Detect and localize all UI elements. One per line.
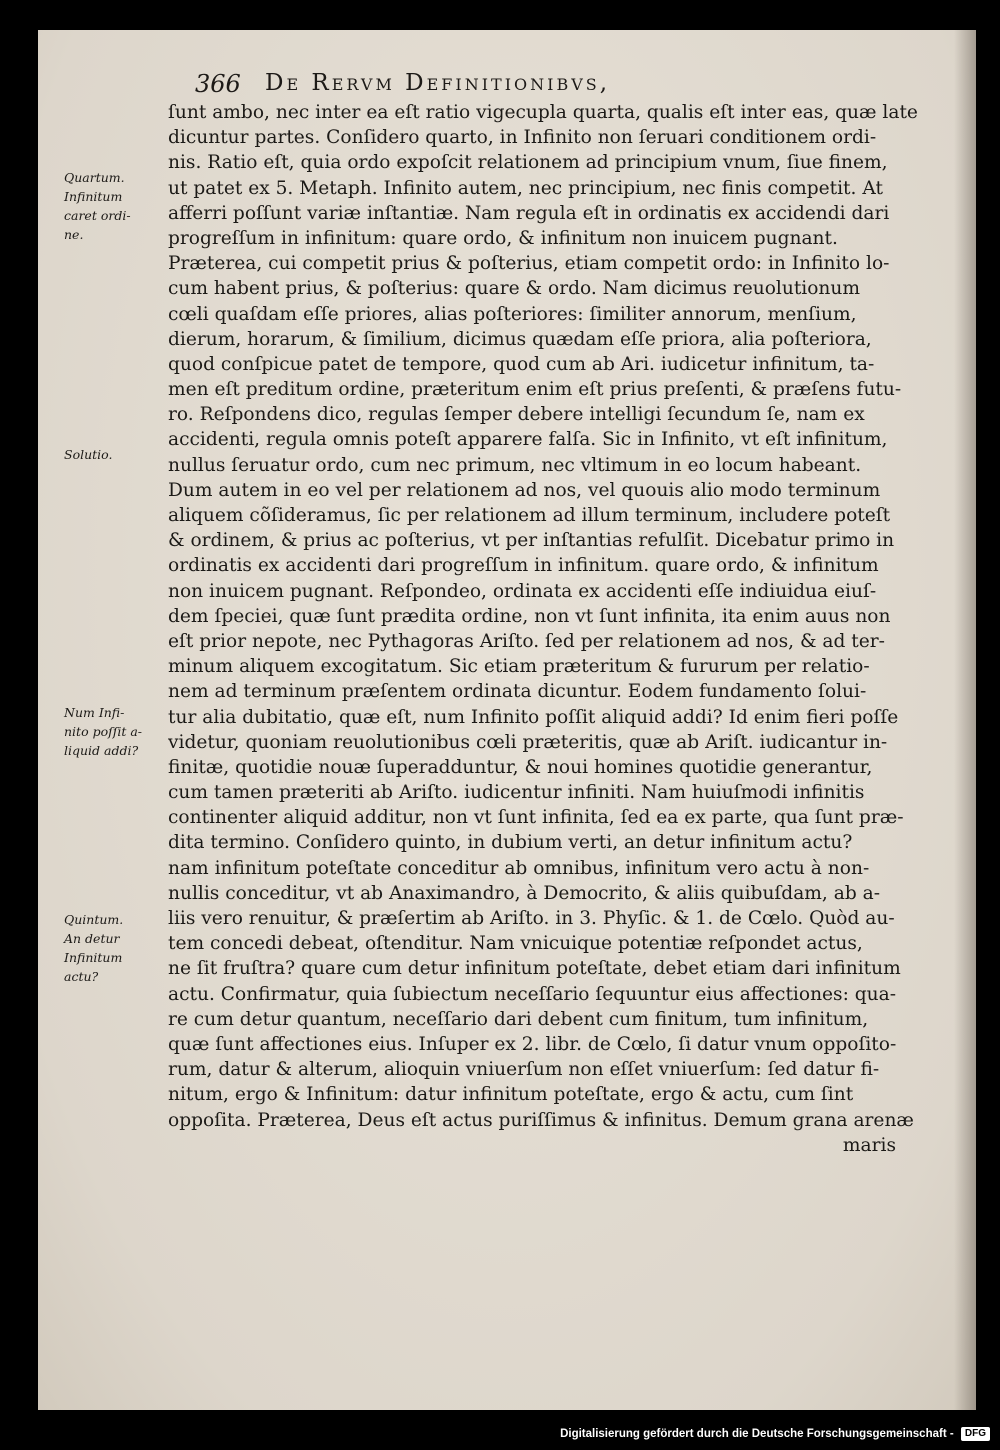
margin-note-solutio [64, 445, 174, 464]
margin-note-line: Infinitum [64, 950, 123, 965]
margin-note-line: An detur [64, 931, 120, 946]
margin-note-line: Num Infi- [64, 705, 125, 720]
text-line: dem ſpeciei, quæ ſunt prædita ordine, non vt ſunt infinita, ita enim auus non [168, 605, 891, 627]
text-line: nis. Ratio eſt, quia ordo expoſcit relationem ad principium vnum, ſiue finem, [168, 152, 888, 174]
text-line: cum tamen præteriti ab Ariſto. iudicentur infiniti. Nam huiuſmodi infinitis [168, 782, 865, 804]
text-line: oppoſita. Præterea, Deus eſt actus puriſſimus & infinitus. Demum grana arenæ [168, 1109, 914, 1131]
margin-note-line: caret ordi- [64, 208, 131, 223]
margin-note-line: Solutio. [64, 447, 113, 462]
page-edge-shadow [954, 30, 976, 1410]
text-line: actu. Confirmatur, quia ſubiectum neceſſario ſequuntur eius affectiones: qua- [168, 983, 897, 1005]
text-line: finitæ, quotidie nouæ ſuperadduntur, & noui homines quotidie generantur, [168, 756, 873, 778]
footer-credit-text: Digitalisierung gefördert durch die Deutsche Forschungsgemeinschaft - [560, 1428, 954, 1440]
text-line: quod conſpicue patet de tempore, quod cum ab Ari. iudicetur infinitum, ta- [168, 353, 875, 375]
text-line: dierum, horarum, & ſimilium, dicimus quædam eſſe priora, alia poſteriora, [168, 328, 872, 350]
text-line: nullus ſeruatur ordo, cum nec primum, nec vltimum in eo locum habeant. [168, 454, 862, 476]
margin-note-line: actu? [64, 969, 99, 984]
margin-note-quartum [64, 168, 174, 244]
text-line: nem ad terminum præſentem ordinata dicuntur. Eodem fundamento ſolui- [168, 681, 867, 703]
dfg-logo: DFG [961, 1427, 990, 1441]
margin-note-line: liquid addi? [64, 743, 139, 758]
text-line: aliquem cõſideramus, ſic per relationem ad illum terminum, includere poteſt [168, 505, 891, 526]
text-line: afferri poſſunt variæ inſtantiæ. Nam regula eſt in ordinatis ex accidendi dari [168, 202, 890, 224]
text-line: & ordinem, & prius ac poſterius, vt per inſtantias refulſit. Dicebatur primo in [168, 530, 895, 552]
text-line: ne ſit fruſtra? quare cum detur infinitum poteſtate, debet etiam dari infinitum [168, 958, 901, 980]
margin-note-num-infinito [64, 703, 174, 760]
text-line: nullis conceditur, vt ab Anaximandro, à Democrito, & aliis quibuſdam, ab a- [168, 882, 881, 904]
text-line: Præterea, cui competit prius & poſterius, etiam competit ordo: in Infinito lo- [168, 253, 890, 275]
text-line: non inuicem pugnant. Reſpondeo, ordinata ex accidenti eſſe indiuidua eiuſ- [168, 580, 877, 602]
text-line: continenter aliquid additur, non vt ſunt infinita, ſed ea ex parte, qua ſunt præ- [168, 807, 904, 829]
running-title: De Rervm Definitionibvs, [265, 70, 611, 96]
text-line: progreſſum in infinitum: quare ordo, & infinitum non inuicem pugnant. [168, 227, 838, 249]
text-line: nam infinitum poteſtate conceditur ab omnibus, infinitum vero actu à non- [168, 857, 870, 879]
text-line: nitum, ergo & Infinitum: datur infinitum poteſtate, ergo & actu, cum ſint [168, 1084, 854, 1106]
text-line: ut patet ex 5. Metaph. Infinito autem, nec principium, nec finis competit. At [168, 177, 883, 199]
body-text [168, 100, 918, 1158]
footer-credit-bar [0, 1424, 990, 1444]
text-line: cum habent prius, & poſterius: quare & ordo. Nam dicimus reuolutionum [168, 278, 861, 300]
catchword: maris [842, 1134, 896, 1156]
text-line: ſunt ambo, nec inter ea eſt ratio vigecupla quarta, qualis eſt inter eas, quæ late [168, 102, 918, 123]
text-line: liis vero renuitur, & præſertim ab Ariſto. in 3. Phyſic. & 1. de Cœlo. Quòd au- [168, 908, 895, 929]
text-line: ordinatis ex accidenti dari progreſſum in infinitum. quare ordo, & infinitum [168, 555, 879, 577]
text-line: cœli quaſdam eſſe priores, alias poſteriores: ſimiliter annorum, menſium, [168, 303, 857, 325]
text-line: minum aliquem excogitatum. Sic etiam præteritum & fururum per relatio- [168, 656, 870, 678]
text-line: accidenti, regula omnis poteſt apparere falſa. Sic in Infinito, vt eſt infinitum, [168, 429, 888, 451]
text-line: men eſt preditum ordine, præteritum enim eſt prius preſenti, & præſens futu- [168, 379, 902, 401]
margin-note-line: Quintum. [64, 912, 124, 927]
page-number: 366 [195, 70, 241, 98]
text-line: rum, datur & alterum, alioquin vniuerſum non eſſet vniuerſum: ſed datur fi- [168, 1059, 880, 1081]
margin-note-line: nito poſſit a- [64, 724, 143, 739]
margin-note-line: ne. [64, 227, 84, 242]
text-line: quæ ſunt affectiones eius. Inſuper ex 2. libr. de Cœlo, ſi datur vnum oppoſito- [168, 1033, 897, 1055]
text-line: tur alia dubitatio, quæ eſt, num Infinito poſſit aliquid addi? Id enim fieri poſſe [168, 706, 899, 728]
text-line: eſt prior nepote, nec Pythagoras Ariſto. ſed per relationem ad nos, & ad ter- [168, 630, 885, 652]
text-line: tem concedi debeat, oſtenditur. Nam vnicuique potentiæ reſpondet actus, [168, 933, 863, 955]
text-line: ro. Reſpondens dico, regulas ſemper debere intelligi ſecundum ſe, nam ex [168, 404, 865, 426]
text-line: videtur, quoniam reuolutionibus cœli præteritis, quæ ab Ariſt. iudicantur in- [168, 731, 888, 753]
text-line: dicuntur partes. Conſidero quarto, in Infinito non ſeruari conditionem ordi- [168, 127, 877, 149]
margin-note-line: Infinitum [64, 189, 123, 204]
text-line: dita termino. Conſidero quinto, in dubium verti, an detur infinitum actu? [168, 832, 853, 854]
margin-note-line: Quartum. [64, 170, 125, 185]
margin-note-quintum [64, 910, 174, 986]
text-line: Dum autem in eo vel per relationem ad nos, vel quouis alio modo terminum [168, 479, 881, 501]
text-line: re cum detur quantum, neceſſario dari debent cum finitum, tum infinitum, [168, 1008, 869, 1030]
